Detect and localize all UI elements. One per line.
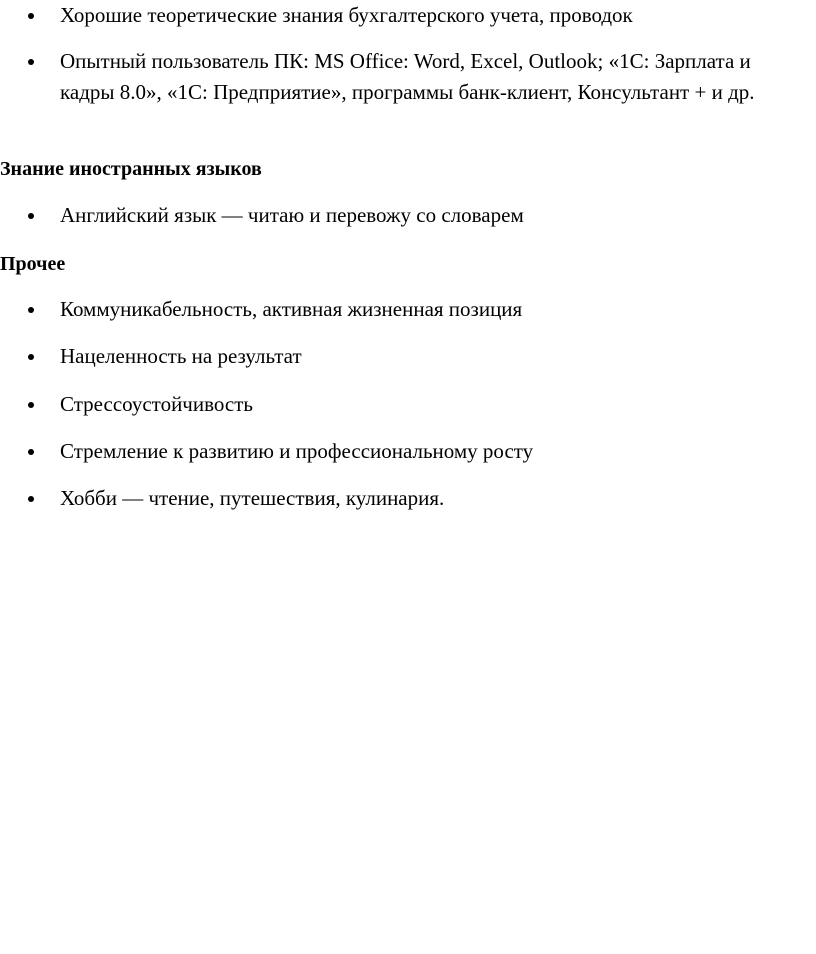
bullet-icon bbox=[28, 449, 34, 455]
bullet-icon bbox=[28, 402, 34, 408]
list-item bbox=[0, 483, 816, 514]
bullet-icon bbox=[28, 307, 34, 313]
section-heading-other: Прочее bbox=[0, 253, 66, 275]
list-item-text: Стрессоустойчивость bbox=[60, 392, 253, 416]
list-item-text: Хобби — чтение, путешествия, кулинария. bbox=[60, 486, 445, 510]
list-item-text: Опытный пользователь ПК: MS Office: Word, Excel, Outlook; «1С: Зарплата и кадры 8.0», «1С: Предприятие», программы банк-клиент, Консультант + и др. bbox=[60, 49, 755, 104]
list-item bbox=[0, 341, 816, 372]
list-item-text: Стремление к развитию и профессиональному росту bbox=[60, 439, 534, 463]
list-item-text: Нацеленность на результат bbox=[60, 344, 302, 368]
list-item bbox=[0, 46, 816, 108]
bullet-icon bbox=[28, 213, 34, 219]
list-item-text: Английский язык — читаю и перевожу со словарем bbox=[60, 203, 524, 227]
bullet-icon bbox=[28, 13, 34, 19]
list-item-text: Коммуникабельность, активная жизненная позиция bbox=[60, 297, 523, 321]
list-item bbox=[0, 294, 816, 325]
list-item bbox=[0, 200, 816, 231]
list-item bbox=[0, 0, 816, 31]
bullet-icon bbox=[28, 59, 34, 65]
bullet-icon bbox=[28, 496, 34, 502]
section-heading-languages: Знание иностранных языков bbox=[0, 158, 262, 180]
bullet-icon bbox=[28, 354, 34, 360]
list-item bbox=[0, 436, 816, 467]
list-item-text: Хорошие теоретические знания бухгалтерского учета, проводок bbox=[60, 3, 633, 27]
list-item bbox=[0, 389, 816, 420]
